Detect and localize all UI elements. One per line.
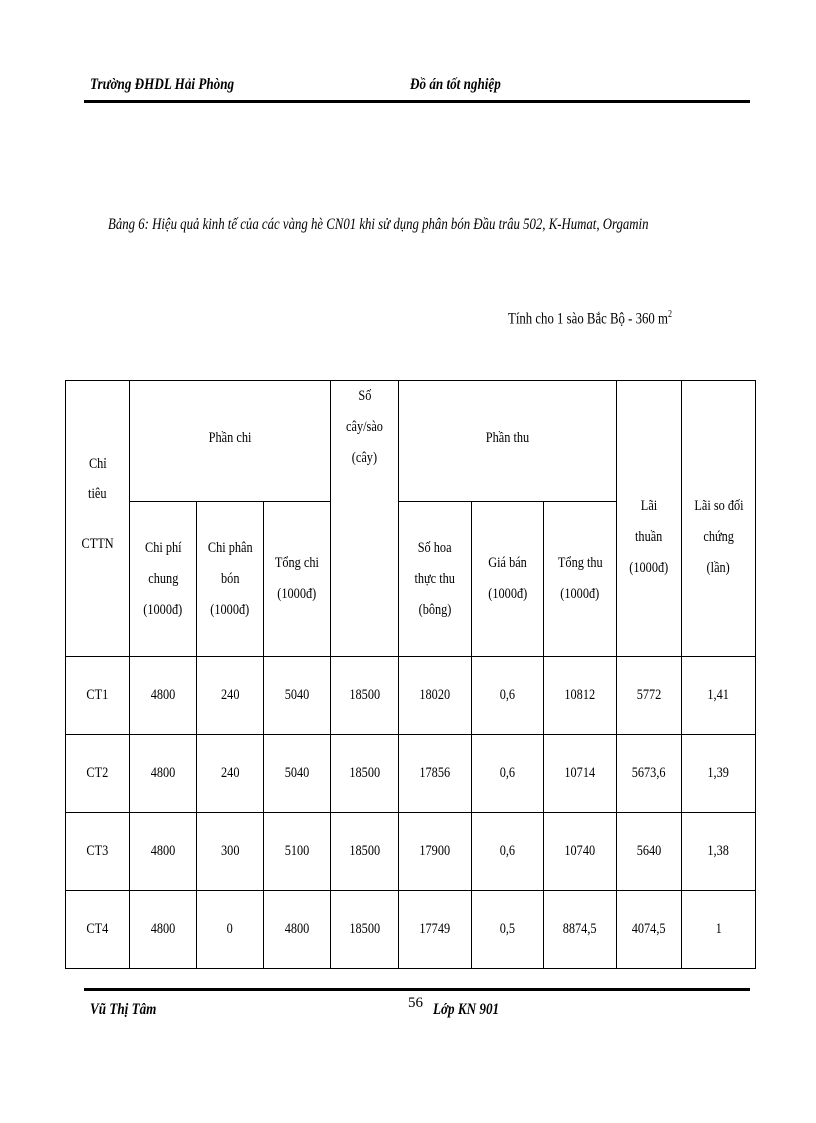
h-tongchi-2: (1000đ)	[277, 586, 317, 602]
unit-note-text: Tính cho 1 sào Bắc Bộ - 360 m	[508, 310, 668, 328]
header-so-cay	[331, 381, 399, 657]
footer-author: Vũ Thị Tâm	[90, 1001, 157, 1018]
unit-note-sup: 2	[667, 309, 672, 320]
cell: 4800	[150, 921, 176, 937]
cell: 5040	[284, 687, 310, 703]
cell: CT4	[86, 921, 109, 937]
cell: CT1	[86, 687, 109, 703]
cell: 5040	[284, 765, 310, 781]
h-chiphan-2: bón	[220, 570, 240, 587]
h-tongthu-1: Tổng thu	[557, 555, 603, 571]
h-chitieu-2: tiêu	[88, 485, 107, 502]
header-tong-thu	[544, 502, 617, 657]
header-so-hoa	[399, 502, 472, 657]
header-phan-thu	[399, 381, 617, 502]
h-phanchi: Phần chi	[208, 430, 252, 446]
h-cttn: CTTN	[81, 535, 114, 552]
h-tongchi-1: Tổng chi	[274, 555, 320, 571]
cell: 17900	[419, 843, 451, 859]
cell: 0,5	[499, 921, 516, 937]
h-laithuan-3: (1000đ)	[629, 560, 669, 576]
header-rule	[84, 100, 750, 103]
header-school: Trường ĐHDL Hải Phòng	[90, 76, 235, 93]
cell: 18500	[349, 843, 380, 859]
unit-note	[508, 309, 672, 328]
footer-page-number: 56	[408, 995, 423, 1011]
table-row	[66, 657, 756, 735]
table-row	[66, 891, 756, 969]
cell: 8874,5	[563, 921, 597, 937]
h-laiso-2: chứng	[703, 529, 734, 545]
h-chitieu-1: Chỉ	[88, 455, 107, 472]
cell: 5100	[284, 843, 310, 859]
cell: CT3	[86, 843, 109, 859]
cell: 10714	[564, 765, 596, 781]
header-phan-chi	[130, 381, 331, 502]
h-socay-2: cây/sào	[346, 419, 383, 435]
h-socay-3: (cây)	[351, 450, 378, 466]
cell: 4800	[150, 765, 176, 781]
footer-rule	[84, 988, 750, 991]
cell: 1,41	[707, 687, 730, 703]
cell: 18500	[349, 921, 380, 937]
cell: 0,6	[499, 843, 516, 859]
cell: 10740	[564, 843, 596, 859]
cell: 4800	[150, 687, 176, 703]
header-chitieu	[66, 381, 130, 657]
h-chiphi-2: chung	[147, 570, 179, 587]
h-giaban-1: Giá bán	[488, 555, 527, 571]
cell: 5772	[636, 687, 662, 703]
cell: 18020	[419, 687, 451, 703]
h-laiso-3: (lần)	[706, 560, 731, 576]
cell: 4074,5	[632, 921, 666, 937]
cell: 18500	[349, 687, 380, 703]
h-chiphi-1: Chi phí	[144, 539, 182, 556]
cell: 0	[226, 921, 234, 937]
cell: 240	[220, 765, 240, 781]
header-chi-phan-bon	[197, 502, 264, 657]
table-row	[66, 813, 756, 891]
cell: 300	[220, 843, 240, 859]
header-lai-thuan	[617, 381, 682, 657]
h-chiphan-3: (1000đ)	[210, 601, 250, 618]
h-laithuan-1: Lãi	[640, 498, 658, 514]
cell: 1,38	[707, 843, 730, 859]
footer-class: Lớp KN 901	[433, 1001, 500, 1018]
header-lai-so	[682, 381, 756, 657]
cell: 17749	[419, 921, 451, 937]
cell: 10812	[564, 687, 596, 703]
h-tongthu-2: (1000đ)	[560, 586, 600, 602]
table-row	[66, 735, 756, 813]
efficiency-table	[65, 380, 756, 969]
h-sohoa-3: (bông)	[418, 601, 452, 618]
header-tong-chi	[264, 502, 331, 657]
cell: 1,39	[707, 765, 730, 781]
h-laithuan-2: thuần	[635, 529, 663, 545]
cell: 0,6	[499, 765, 516, 781]
cell: 17856	[419, 765, 451, 781]
cell: 18500	[349, 765, 380, 781]
h-sohoa-2: thực thu	[414, 570, 456, 587]
header-chi-phi-chung	[130, 502, 197, 657]
table-caption: Bảng 6: Hiệu quả kinh tế của các vàng hè CN01 khi sử dụng phân bón Đầu trâu 502, K-Humat, Orgamin	[108, 216, 649, 233]
cell: 4800	[284, 921, 310, 937]
cell: 5640	[636, 843, 662, 859]
h-laiso-1: Lãi so đối	[693, 498, 744, 514]
cell: 240	[220, 687, 240, 703]
h-sohoa-1: Số hoa	[418, 539, 452, 556]
h-phanthu: Phần thu	[485, 430, 530, 446]
header-doc-type: Đồ án tốt nghiệp	[410, 76, 501, 93]
cell: 4800	[150, 843, 176, 859]
cell: 0,6	[499, 687, 516, 703]
h-giaban-2: (1000đ)	[488, 586, 527, 602]
h-chiphan-1: Chi phân	[207, 539, 253, 556]
h-socay-1: Số	[358, 388, 371, 404]
cell: CT2	[86, 765, 109, 781]
header-gia-ban	[472, 502, 544, 657]
cell: 1	[715, 921, 722, 937]
cell: 5673,6	[632, 765, 666, 781]
h-chiphi-3: (1000đ)	[143, 601, 183, 618]
